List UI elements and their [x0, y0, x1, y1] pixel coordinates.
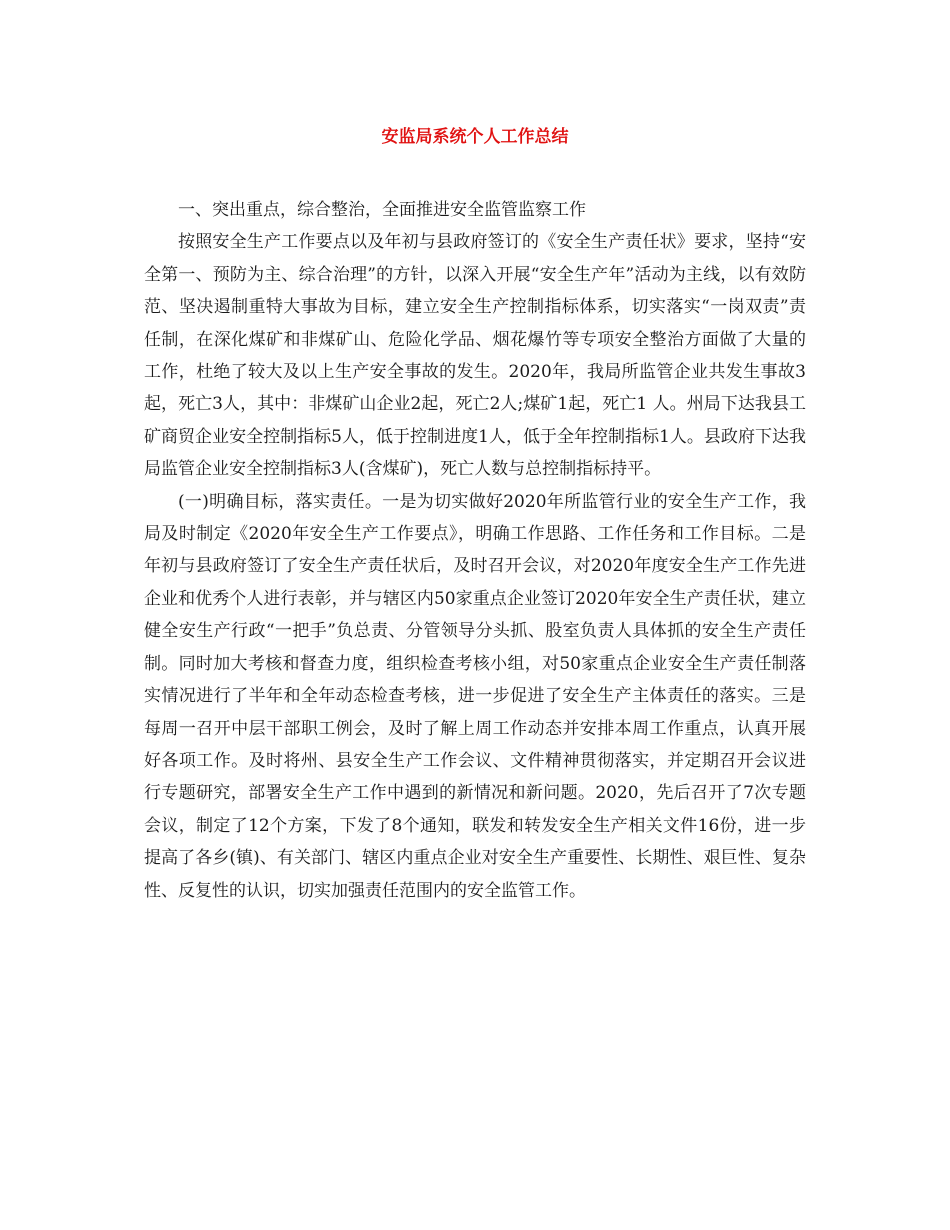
paragraph: (一)明确目标，落实责任。一是为切实做好2020年所监管行业的安全生产工作，我局及时制定《2020年安全生产工作要点》，明确工作思路、工作任务和工作目标。二是年初与县政府签订了安全生产责任状后，及时召开会议，对2020年度安全生产工作先进企业和优秀个人进行表彰，并与辖区内50家重点企业签订2020年安全生产责任状，建立健全安生产行政“一把手”负总责、分管领导分头抓、股室负责人具体抓的安全生产责任制。同时加大考核和督查力度，组织检查考核小组，对50家重点企业安全生产责任制落实情况进行了半年和全年动态检查考核，进一步促进了安全生产主体责任的落实。三是每周一召开中层干部职工例会，及时了解上周工作动态并安排本周工作重点，认真开展好各项工作。及时将州、县安全生产工作会议、文件精神贯彻落实，并定期召开会议进行专题研究，部署安全生产工作中遇到的新情况和新问题。2020，先后召开了7次专题会议，制定了12个方案，下发了8个通知，联发和转发安全生产相关文件16份，进一步提高了各乡(镇)、有关部门、辖区内重点企业对安全生产重要性、长期性、艰巨性、复杂性、反复性的认识，切实加强责任范围内的安全监管工作。	[144, 491, 806, 901]
paragraph: 按照安全生产工作要点以及年初与县政府签订的《安全生产责任状》要求，坚持“安全第一、预防为主、综合治理”的方针，以深入开展“安全生产年”活动为主线，以有效防范、坚决遏制重特大事故为目标，建立安全生产控制指标体系，切实落实“一岗双责”责任制，在深化煤矿和非煤矿山、危险化学品、烟花爆竹等专项安全整治方面做了大量的工作，杜绝了较大及以上生产安全事故的发生。2020年，我局所监管企业共发生事故3起，死亡3人，其中：非煤矿山企业2起，死亡2人;煤矿1起，死亡1 人。州局下达我县工矿商贸企业安全控制指标5人，低于控制进度1人，低于全年控制指标1人。县政府下达我局监管企业安全控制指标3人(含煤矿)，死亡人数与总控制指标持平。	[144, 232, 806, 480]
document-body	[144, 194, 806, 907]
document-title: 安监局系统个人工作总结	[381, 127, 569, 147]
section-heading: 一、突出重点，综合整治，全面推进安全监管监察工作	[178, 200, 586, 220]
